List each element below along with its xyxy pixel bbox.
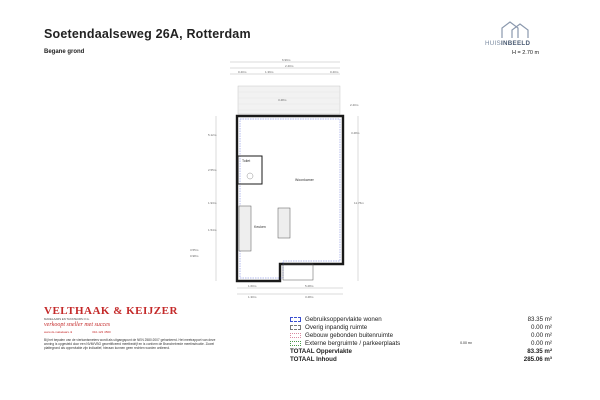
room-living: Woonkamer: [295, 178, 314, 182]
room-kitchen: Keuken: [254, 225, 266, 229]
legend-label: Gebouw gebonden buitenruimte: [305, 331, 394, 339]
agent-phone: 010-123 4560: [92, 330, 111, 334]
room-toilet: Toilet: [242, 159, 251, 163]
legend-row: [290, 315, 552, 323]
agent-logo: VELTHAAK & KEIJZER: [44, 305, 178, 317]
dim-right-top: 2.40m: [350, 103, 359, 107]
legend-swatch-pink: [290, 333, 301, 338]
legend-row: [290, 323, 552, 331]
agent-tagline: verkoopt sneller met succes: [44, 322, 111, 328]
logo-wordmark: [485, 40, 530, 47]
legend-label: Externe bergruimte / parkeerplaats: [305, 339, 401, 347]
dim-left-3: 1.93m: [208, 201, 217, 205]
legend-label: Gebruiksoppervlakte wonen: [305, 315, 382, 323]
total-row: [290, 348, 552, 356]
agent-block: [44, 305, 224, 350]
dim-top-right: 0.40m: [330, 70, 339, 74]
agent-contact: [44, 330, 224, 334]
legend-swatch-blue: [290, 317, 301, 322]
legend-swatch-green: [290, 341, 301, 346]
floor-label: Begane grond: [44, 49, 85, 55]
agent-website[interactable]: www.vk-makelaars.nl: [44, 330, 73, 334]
dim-left-4: 1.54m: [208, 228, 217, 232]
total-label: TOTAAL Inhoud: [290, 355, 337, 363]
total-value: 83.35 m²: [527, 348, 552, 356]
dim-left-5: 3.55m: [190, 248, 199, 252]
legend-value: 0.00 m²: [531, 323, 552, 331]
dim-top-left: 0.40m: [238, 70, 247, 74]
dim-right-1: 3.48m: [351, 131, 360, 135]
total-row: [290, 356, 552, 364]
dim-top-a: 1.39m: [265, 70, 274, 74]
dim-top-total: 6.99m: [282, 58, 291, 62]
agent-name-a: VELTHAAK: [44, 305, 110, 317]
dim-bottom-right-2: 3.48m: [305, 295, 314, 299]
dim-right-2: 11.76m: [354, 201, 364, 205]
dim-left-2: 2.55m: [208, 168, 217, 172]
legend-label: Overig inpandig ruimte: [305, 323, 368, 331]
legend-small-value: 0.00 m²: [460, 341, 472, 345]
legend-row: [290, 339, 552, 347]
floor-plan: [190, 56, 380, 306]
legend-value: 0.00 m²: [531, 331, 552, 339]
logo-text-b: INBEELD: [500, 40, 531, 47]
legend-row: [290, 331, 552, 339]
disclaimer-text: Bij het bepalen van de vierkantsmeters wordt als uitgangspunt de NEN 2580:2007 gehanteerd. Het meetrapport van deze woning is opgesteld door een NVM/VBO gecertificeerd meetbedrijf en is conform de Branchebrede meetinstructie. Zowel plattegrond als oppervlakte zijn indicatief, hieraan kunnen geen rechten worden ontleend.: [44, 338, 216, 350]
area-legend: [290, 315, 552, 363]
logo-text-a: HUIS: [485, 40, 501, 47]
legend-swatch-gray: [290, 325, 301, 330]
dim-top-mid: 2.40m: [285, 64, 294, 68]
agent-subline: MAKELAARS EN TAXATEURS O.G.: [44, 317, 90, 321]
total-value: 285.06 m³: [523, 355, 552, 363]
dim-terrace: 3.48m: [278, 98, 287, 102]
ceiling-height: H = 2.70 m: [512, 50, 540, 56]
totals: [290, 348, 552, 363]
dim-left-1: 5.12m: [208, 133, 217, 137]
dim-bottom-left-2: 1.30m: [248, 295, 257, 299]
dim-bottom-right: 5.28m: [305, 284, 314, 288]
legend-value: 83.35 m²: [527, 315, 552, 323]
dim-left-6: 0.98m: [190, 254, 199, 258]
dim-bottom-left: 1.60m: [248, 284, 257, 288]
agent-name-b: KEIJZER: [126, 305, 178, 317]
total-label: TOTAAL Oppervlakte: [290, 348, 352, 356]
legend-value: 0.00 m²: [531, 339, 552, 347]
page-title: Soetendaalseweg 26A, Rotterdam: [44, 27, 251, 41]
